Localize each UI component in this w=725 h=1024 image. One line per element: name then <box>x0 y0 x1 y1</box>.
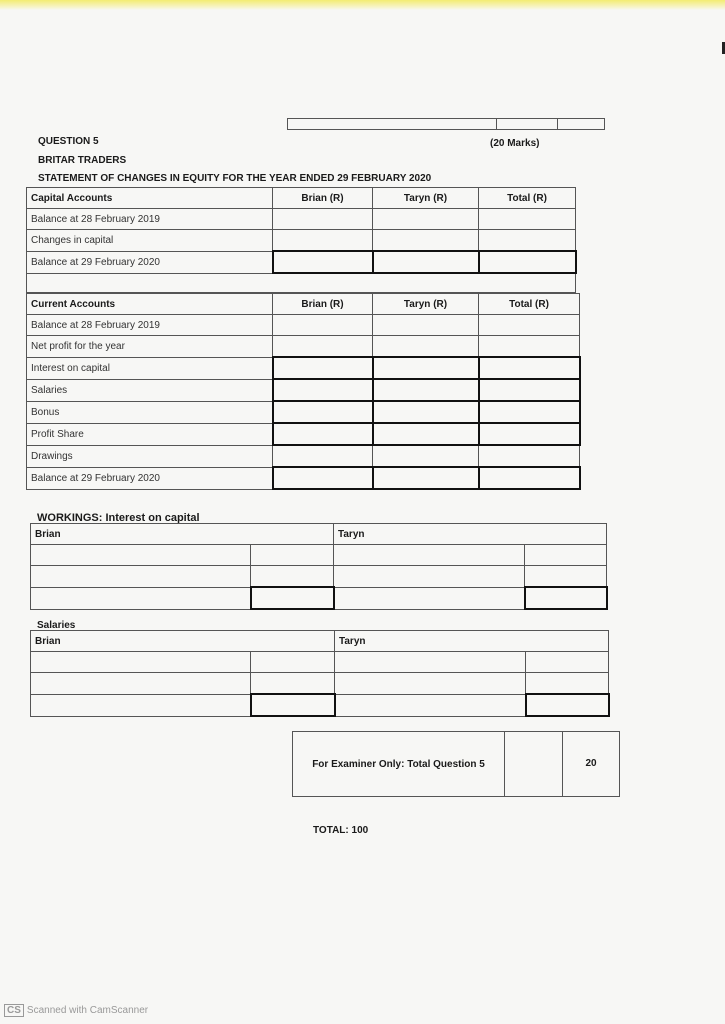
examiner-total-value: 20 <box>563 732 620 797</box>
examiner-box <box>292 731 620 797</box>
answer-cell[interactable] <box>273 336 373 358</box>
camscanner-logo: CS <box>4 1004 24 1017</box>
table-row <box>27 294 580 315</box>
answer-cell[interactable] <box>479 423 580 445</box>
answer-cell[interactable] <box>273 379 373 401</box>
table-row <box>27 467 580 489</box>
salaries-brian-label: Brian <box>31 631 335 652</box>
answer-cell[interactable] <box>251 566 334 588</box>
capital-header-label: Capital Accounts <box>27 188 273 209</box>
workings-brian-label: Brian <box>31 524 334 545</box>
answer-cell[interactable] <box>273 357 373 379</box>
watermark-text: Scanned with CamScanner <box>26 1005 149 1016</box>
row-label: Profit Share <box>27 423 273 445</box>
table-row <box>27 336 580 358</box>
answer-cell[interactable] <box>251 545 334 566</box>
answer-cell[interactable] <box>334 545 525 566</box>
examiner-label: For Examiner Only: Total Question 5 <box>293 732 505 797</box>
answer-cell[interactable] <box>31 673 251 695</box>
workings-taryn-label: Taryn <box>334 524 607 545</box>
row-label: Balance at 29 February 2020 <box>27 467 273 489</box>
answer-cell[interactable] <box>251 587 334 609</box>
answer-cell[interactable] <box>479 467 580 489</box>
table-row <box>31 566 607 588</box>
table-row <box>27 401 580 423</box>
answer-cell[interactable] <box>273 209 373 230</box>
answer-cell[interactable] <box>31 545 251 566</box>
col-header-taryn: Taryn (R) <box>373 188 479 209</box>
table-row <box>31 694 609 716</box>
answer-cell[interactable] <box>334 587 525 609</box>
table-row <box>27 188 576 209</box>
answer-cell[interactable] <box>273 401 373 423</box>
table-row <box>27 379 580 401</box>
company-name: BRITAR TRADERS <box>38 155 127 166</box>
scanner-watermark <box>4 1005 148 1016</box>
question-number: QUESTION 5 <box>38 136 99 147</box>
col-header-brian: Brian (R) <box>273 294 373 315</box>
table-row <box>31 524 607 545</box>
top-mark-boxes <box>287 118 605 130</box>
answer-cell[interactable] <box>525 587 607 609</box>
answer-cell[interactable] <box>273 467 373 489</box>
table-row <box>31 631 609 652</box>
answer-cell[interactable] <box>373 336 479 358</box>
col-header-taryn: Taryn (R) <box>373 294 479 315</box>
spacer-row <box>27 273 576 293</box>
page-top-highlight <box>0 0 725 10</box>
row-label: Drawings <box>27 445 273 467</box>
question-marks: (20 Marks) <box>490 138 540 149</box>
statement-title: STATEMENT OF CHANGES IN EQUITY FOR THE YEAR ENDED 29 FEBRUARY 2020 <box>38 173 432 184</box>
answer-cell[interactable] <box>251 652 335 673</box>
current-header-label: Current Accounts <box>27 294 273 315</box>
answer-cell[interactable] <box>373 315 479 336</box>
table-row <box>27 251 576 273</box>
answer-cell[interactable] <box>335 673 526 695</box>
salaries-taryn-label: Taryn <box>335 631 609 652</box>
table-row <box>31 587 607 609</box>
answer-cell[interactable] <box>373 379 479 401</box>
answer-cell[interactable] <box>373 467 479 489</box>
row-label: Net profit for the year <box>27 336 273 358</box>
capital-accounts-table <box>26 187 577 293</box>
answer-cell[interactable] <box>479 315 580 336</box>
mark-box[interactable] <box>558 119 605 130</box>
workings-title: WORKINGS: Interest on capital <box>37 512 200 524</box>
answer-cell[interactable] <box>31 652 251 673</box>
col-header-total: Total (R) <box>479 188 576 209</box>
answer-cell[interactable] <box>479 401 580 423</box>
row-label: Interest on capital <box>27 357 273 379</box>
col-header-brian: Brian (R) <box>273 188 373 209</box>
table-row <box>31 652 609 673</box>
answer-cell[interactable] <box>31 566 251 588</box>
table-row <box>27 357 580 379</box>
answer-cell[interactable] <box>31 587 251 609</box>
answer-cell[interactable] <box>526 694 609 716</box>
examiner-mark-cell[interactable] <box>505 732 563 797</box>
answer-cell[interactable] <box>525 566 607 588</box>
answer-cell[interactable] <box>479 336 580 358</box>
answer-cell[interactable] <box>373 357 479 379</box>
answer-cell[interactable] <box>273 230 373 252</box>
answer-cell[interactable] <box>31 694 251 716</box>
answer-cell[interactable] <box>526 652 609 673</box>
grand-total: TOTAL: 100 <box>313 825 369 836</box>
answer-cell[interactable] <box>373 230 479 252</box>
answer-cell[interactable] <box>479 357 580 379</box>
answer-cell[interactable] <box>251 673 335 695</box>
answer-cell[interactable] <box>479 379 580 401</box>
table-row <box>27 230 576 252</box>
table-row <box>31 673 609 695</box>
answer-cell[interactable] <box>373 423 479 445</box>
row-label: Bonus <box>27 401 273 423</box>
table-row <box>27 209 576 230</box>
answer-cell[interactable] <box>526 673 609 695</box>
answer-cell[interactable] <box>273 423 373 445</box>
answer-cell[interactable] <box>479 251 576 273</box>
answer-cell[interactable] <box>479 230 576 252</box>
answer-cell[interactable] <box>479 445 580 467</box>
row-label: Changes in capital <box>27 230 273 252</box>
table-row <box>27 445 580 467</box>
row-label: Balance at 28 February 2019 <box>27 209 273 230</box>
answer-cell[interactable] <box>373 445 479 467</box>
row-label: Salaries <box>27 379 273 401</box>
answer-cell[interactable] <box>334 566 525 588</box>
answer-cell[interactable] <box>335 652 526 673</box>
row-label: Balance at 29 February 2020 <box>27 251 273 273</box>
workings-salaries-table <box>30 630 610 717</box>
answer-cell[interactable] <box>273 251 373 273</box>
table-row <box>27 423 580 445</box>
answer-cell[interactable] <box>251 694 335 716</box>
answer-cell[interactable] <box>373 401 479 423</box>
mark-box[interactable] <box>497 119 558 130</box>
table-row <box>27 315 580 336</box>
salaries-title: Salaries <box>37 620 76 631</box>
answer-cell[interactable] <box>373 251 479 273</box>
mark-box[interactable] <box>288 119 497 130</box>
row-label: Balance at 28 February 2019 <box>27 315 273 336</box>
table-row <box>31 545 607 566</box>
answer-cell[interactable] <box>373 209 479 230</box>
answer-cell[interactable] <box>273 445 373 467</box>
workings-interest-table <box>30 523 608 610</box>
answer-cell[interactable] <box>525 545 607 566</box>
col-header-total: Total (R) <box>479 294 580 315</box>
answer-cell[interactable] <box>335 694 526 716</box>
current-accounts-table <box>26 293 581 490</box>
answer-cell[interactable] <box>479 209 576 230</box>
answer-cell[interactable] <box>273 315 373 336</box>
